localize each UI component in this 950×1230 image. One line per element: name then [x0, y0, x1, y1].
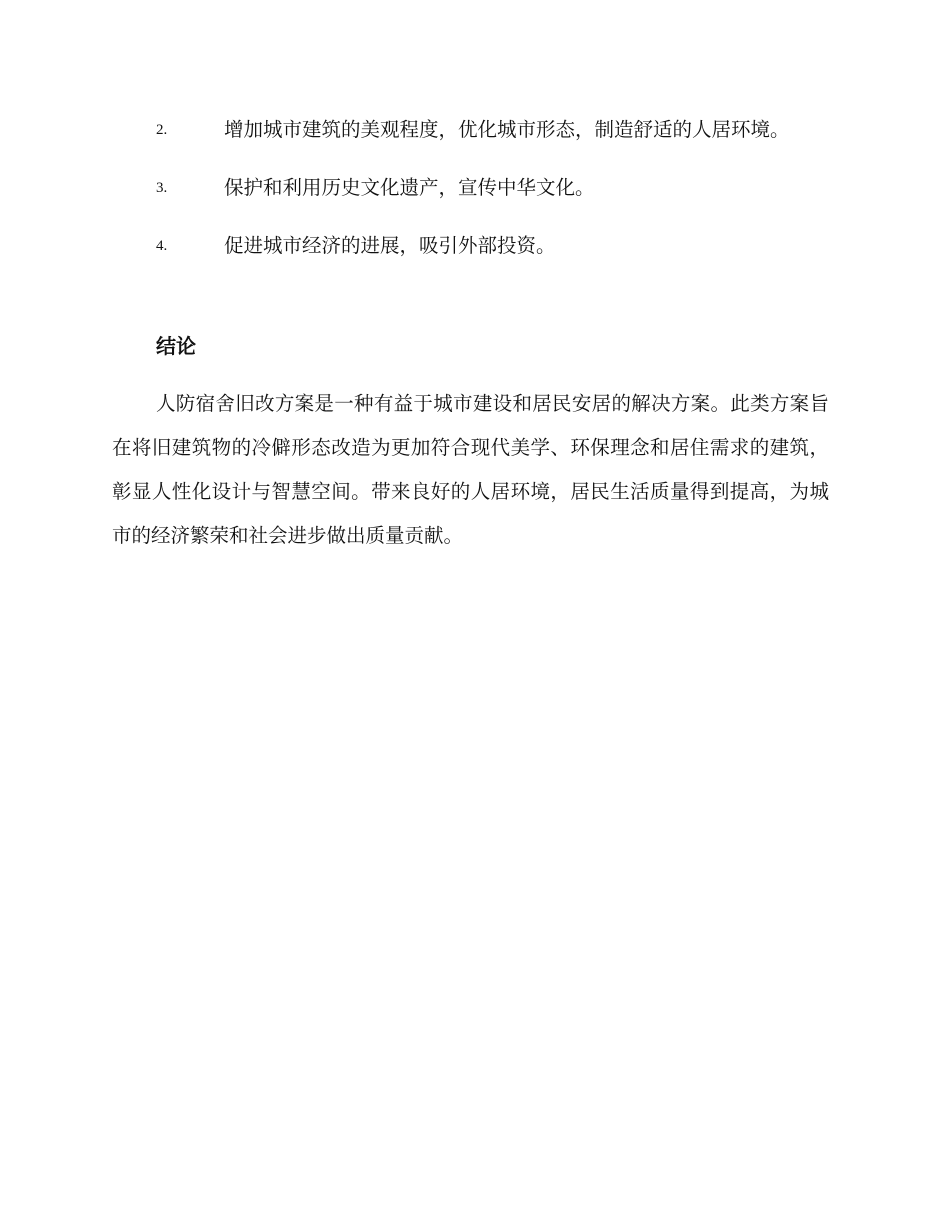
list-item-number: 4. — [156, 238, 168, 254]
list-item — [112, 108, 832, 152]
list-item-number: 3. — [156, 180, 168, 196]
numbered-list — [112, 108, 832, 282]
list-item — [112, 166, 832, 210]
conclusion-heading: 结论 — [156, 334, 196, 358]
conclusion-paragraph: 人防宿舍旧改方案是一种有益于城市建设和居民安居的解决方案。此类方案旨在将旧建筑物的冷僻形态改造为更加符合现代美学、环保理念和居住需求的建筑，彰显人性化设计与智慧空间。带来良好的人居环境，居民生活质量得到提高，为城市的经济繁荣和社会进步做出质量贡献。 — [112, 392, 829, 547]
list-item — [112, 224, 832, 268]
list-item-text: 保护和利用历史文化遗产，宣传中华文化。 — [224, 176, 595, 199]
list-item-number: 2. — [156, 122, 168, 138]
list-item-text: 增加城市建筑的美观程度，优化城市形态，制造舒适的人居环境。 — [224, 118, 790, 141]
list-item-text: 促进城市经济的进展，吸引外部投资。 — [224, 234, 556, 257]
